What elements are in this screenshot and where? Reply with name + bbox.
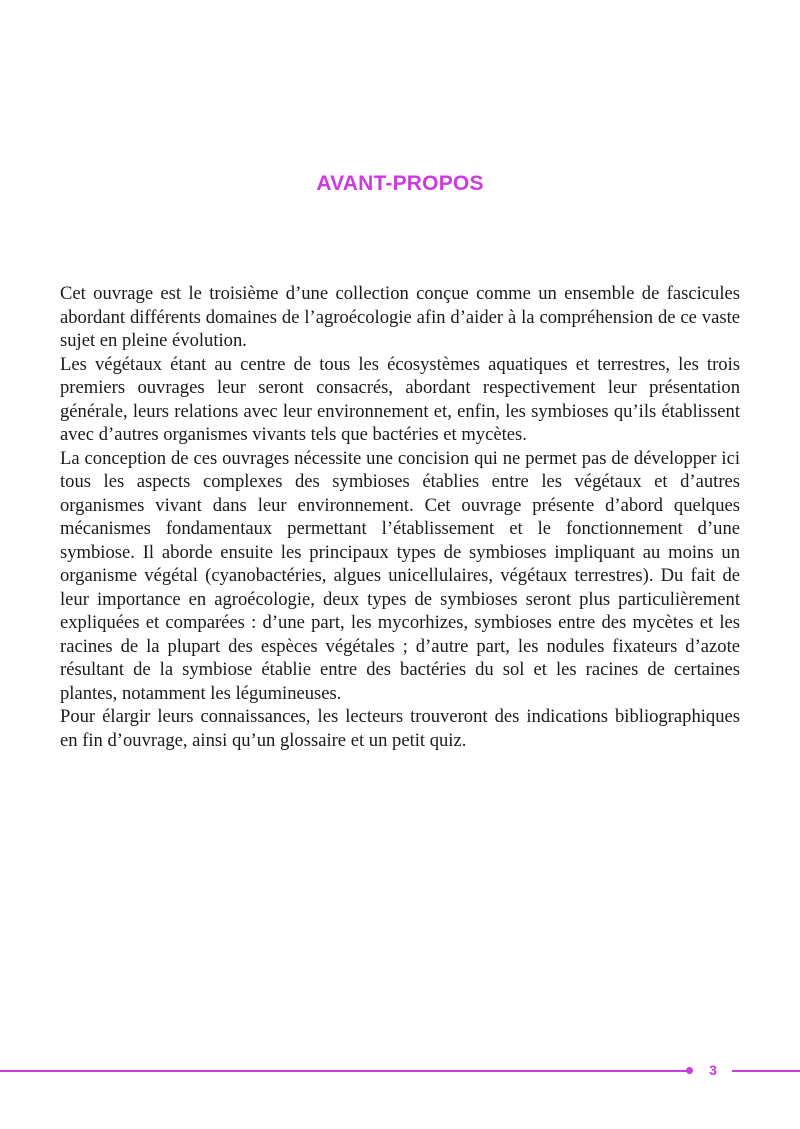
foreword-body (60, 282, 740, 752)
paragraph-4: Pour élargir leurs connaissances, les lecteurs trouveront des indications bibliographiques en fin d’ouvrage, ainsi qu’un glossaire et un petit quiz. (60, 706, 740, 751)
paragraph-3: La conception de ces ouvrages nécessite une concision qui ne permet pas de développer ici tous les aspects complexes des symbioses établies entre les végétaux et d’autres organismes vivant dans leur environnement. Cet ouvrage présente d’abord quelques mécanismes fondamentaux permettant l’établissement et le fonctionnement d’une symbiose. Il aborde ensuite les principaux types de symbioses impliquant au moins un organisme végétal (cyanobactéries, algues unicellulaires, végétaux terrestres). Du fait de leur importance en agroécologie, deux types de symbioses seront plus particulièrement expliquées et comparées : d’une part, les mycorhizes, symbioses entre des mycètes et les racines de la plupart des espèces végétales ; d’autre part, les nodules fixateurs d’azote résultant de la symbiose établie entre des bactéries du sol et les racines de certaines plantes, notamment les légumineuses. (60, 447, 740, 704)
paragraph-1: Cet ouvrage est le troisième d’une collection conçue comme un ensemble de fascicules abordant différents domaines de l’agroécologie afin d’aider à la compréhension de ce vaste sujet en pleine évolution. (60, 283, 740, 351)
footer-rule-left (0, 1070, 688, 1072)
page-title: AVANT-PROPOS (316, 172, 484, 195)
footer-rule-right (732, 1070, 800, 1072)
paragraph-2: Les végétaux étant au centre de tous les écosystèmes aquatiques et terrestres, les trois premiers ouvrages leur seront consacrés, abordant respectivement leur présentation générale, leurs relations avec leur environnement et, enfin, les symbioses qu’ils établissent avec d’autres organismes vivants tels que bactéries et mycètes. (60, 353, 740, 445)
page-number: 3 (709, 1062, 717, 1078)
footer-dot-icon (686, 1067, 693, 1074)
